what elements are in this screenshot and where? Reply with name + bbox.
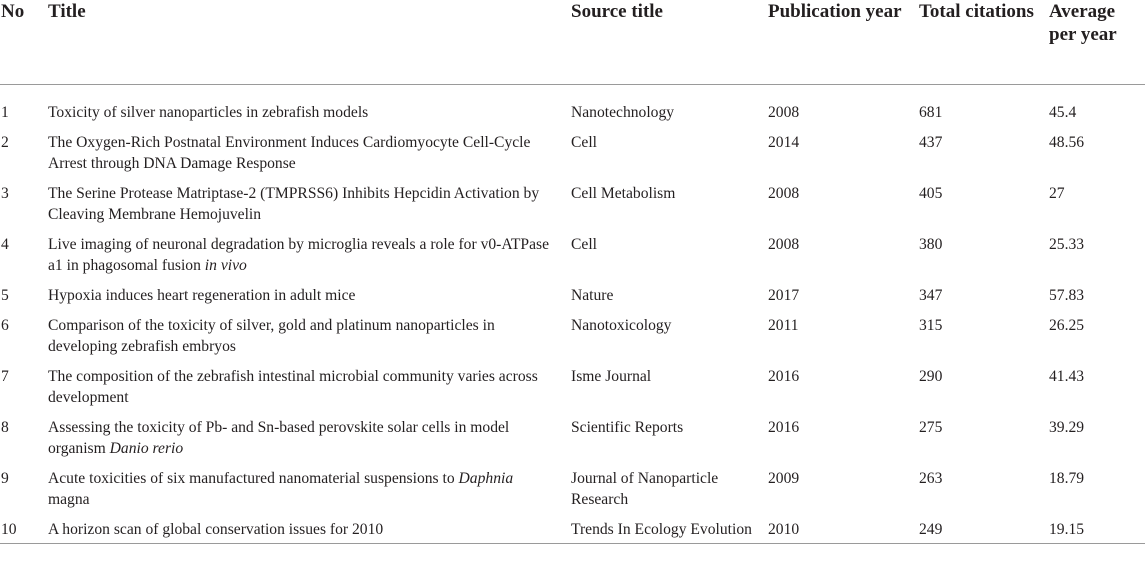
cell-title	[48, 459, 571, 510]
cell-total-citations: 380	[919, 236, 943, 253]
cell-title	[48, 85, 571, 124]
cell-source-title: Isme Journal	[571, 368, 652, 385]
cell-average-per-year: 41.43	[1049, 368, 1085, 385]
header-average-per-year: Average per year	[1049, 0, 1145, 85]
cell-title	[48, 357, 571, 408]
table-row	[0, 225, 1145, 276]
cell-source-title: Cell	[571, 236, 597, 253]
table-row	[0, 408, 1145, 459]
cell-no: 10	[0, 510, 48, 544]
cell-title	[48, 408, 571, 459]
cell-total-citations: 437	[919, 134, 943, 151]
title-part: Toxicity of silver nanoparticles in zebrafish models	[48, 104, 369, 121]
cell-average-per-year: 48.56	[1049, 134, 1085, 151]
cell-total-citations: 275	[919, 419, 943, 436]
cell-title	[48, 510, 571, 544]
table-row	[0, 85, 1145, 124]
cell-total-citations: 405	[919, 185, 943, 202]
cell-average-per-year: 19.15	[1049, 510, 1145, 544]
title-italic-part: Danio rerio	[109, 440, 184, 457]
cell-total-citations: 290	[919, 368, 943, 385]
cell-no: 9	[1, 470, 9, 487]
table-row	[0, 459, 1145, 510]
cell-publication-year: 2017	[768, 287, 800, 304]
cell-average-per-year: 26.25	[1049, 317, 1085, 334]
title-part: The composition of the zebrafish intestinal microbial community varies across development	[48, 368, 538, 406]
cell-publication-year: 2011	[768, 317, 799, 334]
header-title: Title	[48, 0, 571, 85]
cell-no: 3	[1, 185, 9, 202]
table-row	[0, 510, 1145, 544]
title-part: Comparison of the toxicity of silver, gold and platinum nanoparticles in developing zebrafish embryos	[48, 317, 495, 355]
cell-average-per-year: 39.29	[1049, 419, 1085, 436]
title-part: Acute toxicities of six manufactured nanomaterial suspensions to	[48, 470, 459, 487]
cell-publication-year: 2009	[768, 470, 800, 487]
title-part: Assessing the toxicity of Pb- and Sn-based perovskite solar cells in model organism	[48, 419, 510, 457]
cell-publication-year: 2008	[768, 185, 800, 202]
cell-source-title: Cell Metabolism	[571, 185, 676, 202]
title-italic-part: in vivo	[204, 257, 247, 274]
cell-title	[48, 225, 571, 276]
title-part: A horizon scan of global conservation issues for 2010	[48, 521, 384, 538]
cell-source-title: Scientific Reports	[571, 419, 684, 436]
cell-publication-year: 2008	[768, 104, 800, 121]
cell-source-title: Nanotechnology	[571, 104, 675, 121]
table-row	[0, 174, 1145, 225]
cell-title	[48, 306, 571, 357]
cell-no: 7	[1, 368, 9, 385]
table-row	[0, 357, 1145, 408]
cell-average-per-year: 25.33	[1049, 236, 1085, 253]
cell-total-citations: 681	[919, 104, 943, 121]
cell-no: 6	[1, 317, 9, 334]
cell-average-per-year: 27	[1049, 185, 1065, 202]
title-part: Hypoxia induces heart regeneration in adult mice	[48, 287, 356, 304]
cell-source-title: Journal of Nanoparticle Research	[571, 470, 719, 508]
cell-publication-year: 2016	[768, 419, 800, 436]
cell-publication-year: 2016	[768, 368, 800, 385]
cell-no: 4	[1, 236, 9, 253]
cell-average-per-year: 57.83	[1049, 287, 1085, 304]
cell-no: 8	[1, 419, 9, 436]
cell-average-per-year: 18.79	[1049, 470, 1085, 487]
cell-publication-year: 2010	[768, 510, 919, 544]
table-body	[0, 85, 1145, 544]
cell-source-title: Nature	[571, 287, 614, 304]
title-part: The Serine Protease Matriptase-2 (TMPRSS6) Inhibits Hepcidin Activation by Cleaving Membrane Hemojuvelin	[48, 185, 540, 223]
cell-no: 1	[1, 104, 9, 121]
cell-no: 2	[1, 134, 9, 151]
header-total-citations: Total citations	[919, 0, 1049, 85]
cell-source-title: Nanotoxicology	[571, 317, 672, 334]
header-source-title: Source title	[571, 0, 768, 85]
title-part: Live imaging of neuronal degradation by microglia reveals a role for v0-ATPase a1 in phagosomal fusion	[48, 236, 549, 274]
header-no: No	[0, 0, 48, 85]
title-part: The Oxygen-Rich Postnatal Environment Induces Cardiomyocyte Cell-Cycle Arrest through DNA Damage Response	[48, 134, 531, 172]
cell-publication-year: 2014	[768, 134, 800, 151]
cell-title	[48, 123, 571, 174]
cell-total-citations: 315	[919, 317, 943, 334]
cell-title	[48, 276, 571, 306]
cell-total-citations: 347	[919, 287, 943, 304]
cell-no: 5	[1, 287, 9, 304]
cell-total-citations: 249	[919, 510, 1049, 544]
title-italic-part: Daphnia	[458, 470, 514, 487]
cell-source-title: Trends In Ecology Evolution	[571, 510, 768, 544]
table-header-row	[0, 0, 1145, 85]
header-publication-year: Publication year	[768, 0, 919, 85]
table-row	[0, 276, 1145, 306]
cell-total-citations: 263	[919, 470, 943, 487]
cell-title	[48, 174, 571, 225]
table-row	[0, 123, 1145, 174]
cell-publication-year: 2008	[768, 236, 800, 253]
table-row	[0, 306, 1145, 357]
cell-average-per-year: 45.4	[1049, 104, 1077, 121]
cell-source-title: Cell	[571, 134, 597, 151]
title-part: magna	[48, 491, 90, 508]
